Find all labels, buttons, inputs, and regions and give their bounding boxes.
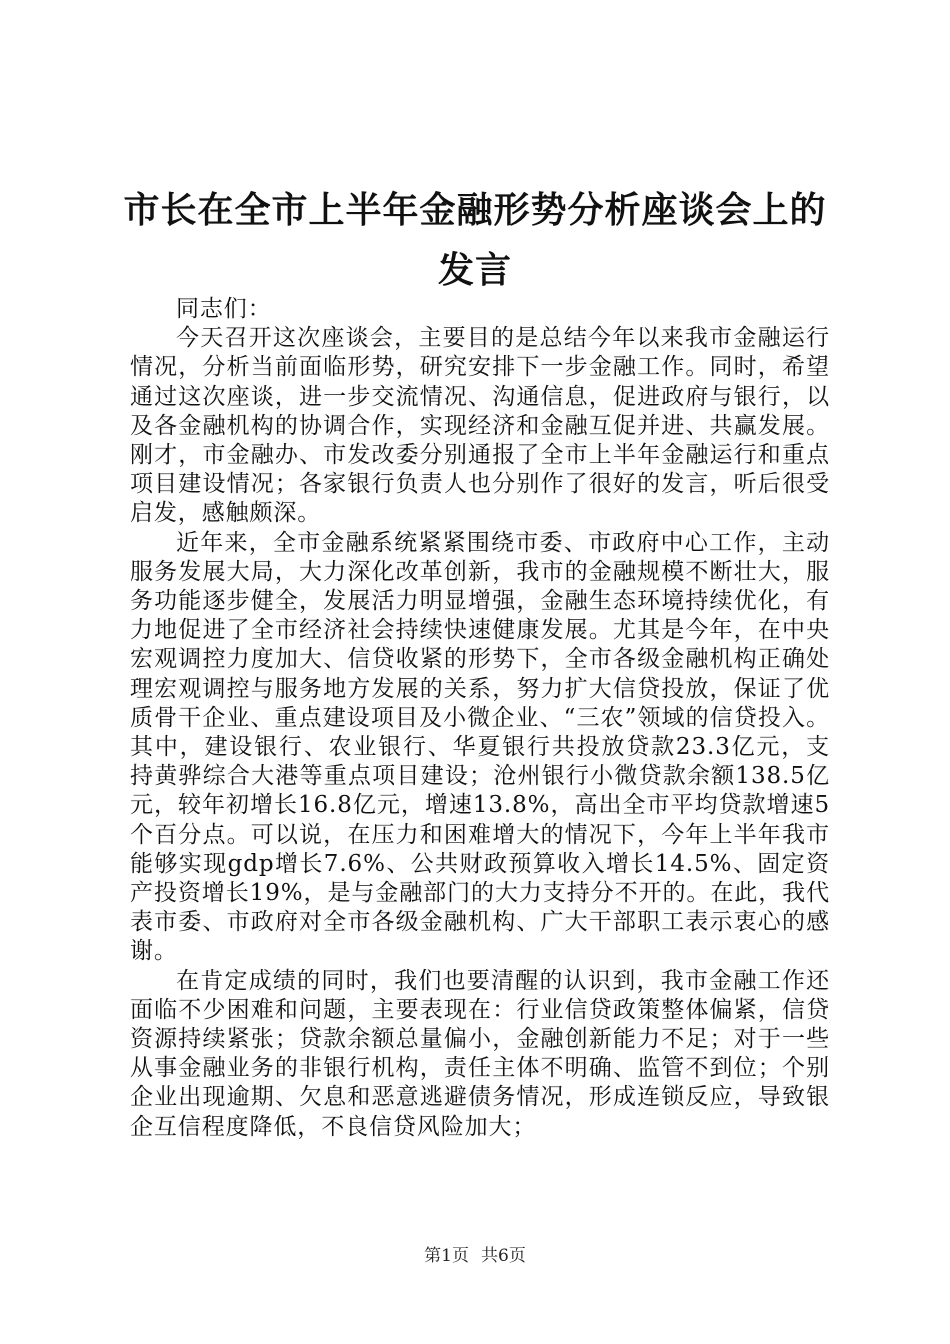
page-footer	[0, 1244, 950, 1268]
paragraph-3: 在肯定成绩的同时，我们也要清醒的认识到，我市金融工作还面临不少困难和问题，主要表现在：行业信贷政策整体偏紧，信贷资源持续紧张；贷款余额总量偏小，金融创新能力不足；对于一些从事金融业务的非银行机构，责任主体不明确、监管不到位；个别企业出现逾期、欠息和恶意逃避债务情况，形成连锁反应，导致银企互信程度降低，不良信贷风险加大；	[130, 967, 830, 1140]
page-total: 共6页	[481, 1246, 526, 1266]
paragraph-1: 今天召开这次座谈会，主要目的是总结今年以来我市金融运行情况，分析当前面临形势，研究安排下一步金融工作。同时，希望通过这次座谈，进一步交流情况、沟通信息，促进政府与银行，以及各金融机构的协调合作，实现经济和金融互促并进、共赢发展。刚才，市金融办、市发改委分别通报了全市上半年金融运行和重点项目建设情况；各家银行负责人也分别作了很好的发言，听后很受启发，感触颇深。	[130, 325, 830, 527]
page-number: 第1页	[424, 1246, 469, 1266]
document-body	[130, 295, 830, 1142]
document-title: 市长在全市上半年金融形势分析座谈会上的发言	[123, 189, 827, 291]
greeting: 同志们：	[176, 296, 272, 322]
paragraph-2: 近年来，全市金融系统紧紧围绕市委、市政府中心工作，主动服务发展大局，大力深化改革创新，我市的金融规模不断壮大，服务功能逐步健全，发展活力明显增强，金融生态环境持续优化，有力地促进了全市经济社会持续快速健康发展。尤其是今年，在中央宏观调控力度加大、信贷收紧的形势下，全市各级金融机构正确处理宏观调控与服务地方发展的关系，努力扩大信贷投放，保证了优质骨干企业、重点建设项目及小微企业、“三农”领域的信贷投入。其中，建设银行、农业银行、华夏银行共投放贷款23.3亿元，支持黄骅综合大港等重点项目建设；沧州银行小微贷款余额138.5亿元，较年初增长16.8亿元，增速13.8%，高出全市平均贷款增速5个百分点。可以说，在压力和困难增大的情况下，今年上半年我市能够实现gdp增长7.6%、公共财政预算收入增长14.5%、固定资产投资增长19%，是与金融部门的大力支持分不开的。在此，我代表市委、市政府对全市各级金融机构、广大干部职工表示衷心的感谢。	[130, 529, 830, 965]
